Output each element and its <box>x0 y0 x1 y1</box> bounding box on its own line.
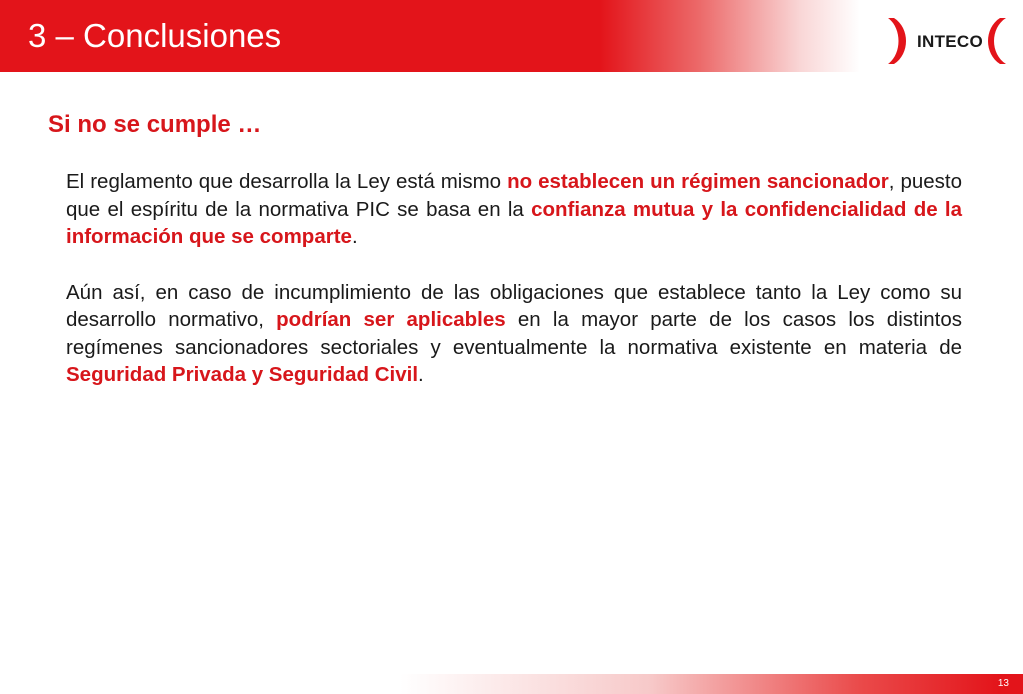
text-segment: . <box>418 363 424 386</box>
footer-bar <box>0 674 1023 694</box>
highlight-segment: confianza mutua y la confidencialidad de la información que se comparte <box>66 197 963 248</box>
section-heading: Si no se cumple … <box>48 111 262 138</box>
paragraph-2 <box>66 279 962 389</box>
text-segment: Aún así, en caso de incumplimiento de las obligaciones que establece tanto la Ley como su desarrollo normativo, <box>66 280 962 331</box>
text-segment: , puesto que el espíritu de la normativa PIC se basa en la <box>66 170 962 221</box>
highlight-segment: podrían ser aplicables <box>276 308 506 331</box>
text-segment: . <box>351 225 358 248</box>
logo-text: INTECO <box>917 32 984 51</box>
body-text <box>66 168 962 389</box>
header-bar <box>0 0 1023 72</box>
slide-title: 3 – Conclusiones <box>28 17 282 54</box>
highlight-segment: Seguridad Privada y Seguridad Civil <box>66 363 419 386</box>
text-segment: en la mayor parte de los casos los distintos regímenes sancionadores sectoriales y eventualmente la normativa existente en materia de <box>66 308 962 359</box>
highlight-segment: no establecen un régimen sancionador <box>507 170 889 193</box>
paragraph-1 <box>66 168 962 251</box>
page-number: 13 <box>997 678 1009 689</box>
text-segment: El reglamento que desarrolla la Ley está mismo <box>66 170 508 193</box>
inteco-logo <box>880 10 1010 70</box>
